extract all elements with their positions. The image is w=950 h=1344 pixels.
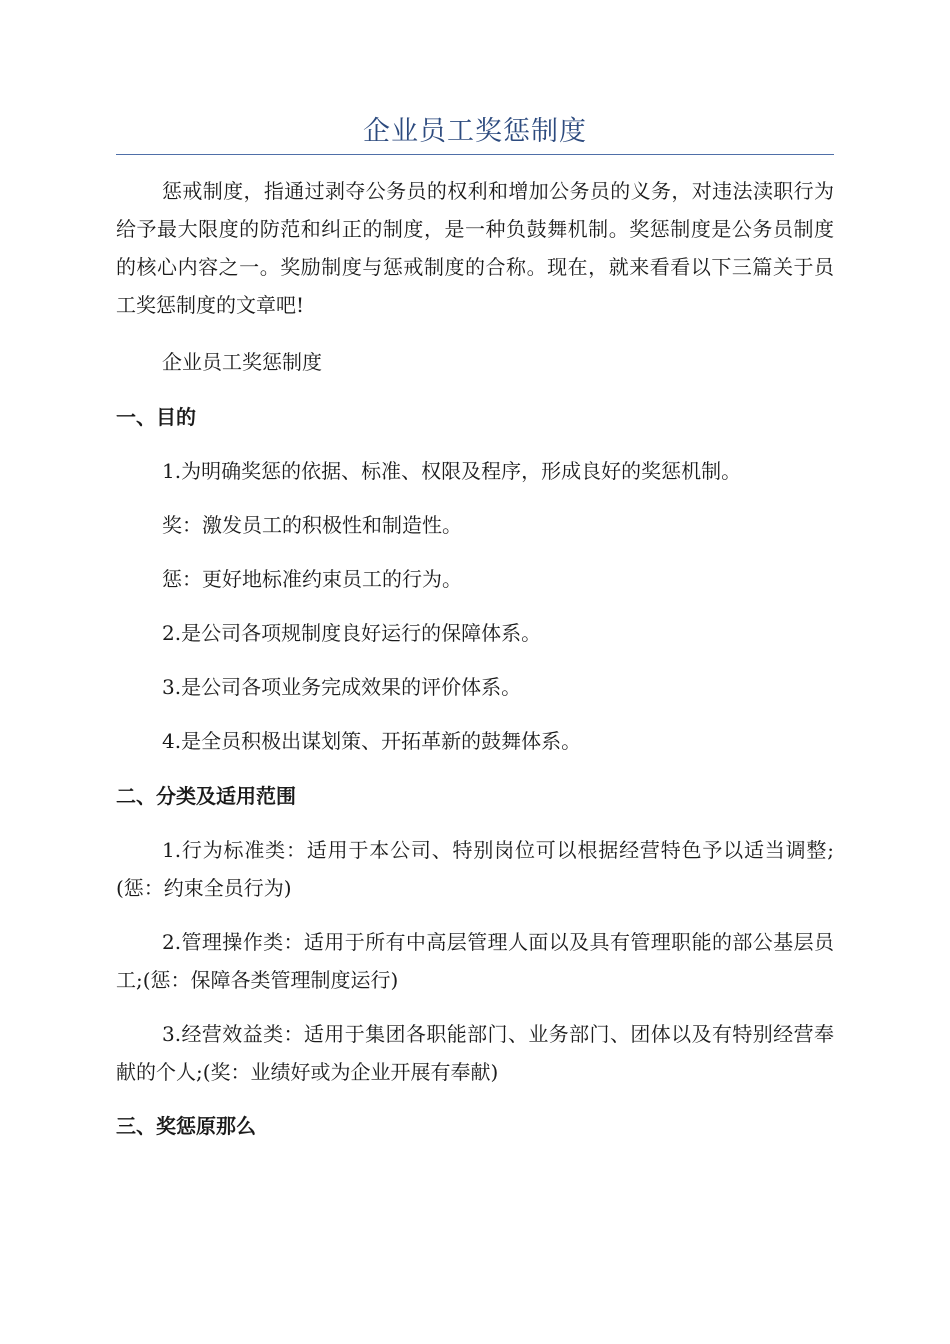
- title-underline: [116, 154, 834, 155]
- paragraph: 2.是公司各项规制度良好运行的保障体系。: [162, 621, 542, 645]
- paragraph: 3.经营效益类：适用于集团各职能部门、业务部门、团体以及有特别经营奉献的个人;(奖：业绩好或为企业开展有奉献): [116, 1022, 834, 1084]
- paragraph: 惩：更好地标准约束员工的行为。: [162, 567, 462, 591]
- paragraph: 1.行为标准类：适用于本公司、特别岗位可以根据经营特色予以适当调整;(惩：约束全员行为): [116, 838, 834, 900]
- paragraph: 1.为明确奖惩的依据、标准、权限及程序，形成良好的奖惩机制。: [162, 459, 742, 483]
- section-heading-scope: 二、分类及适用范围: [116, 784, 296, 808]
- section-heading-purpose: 一、目的: [116, 405, 196, 429]
- subtitle: 企业员工奖惩制度: [162, 350, 322, 374]
- document-title: 企业员工奖惩制度: [363, 116, 587, 147]
- paragraph: 3.是公司各项业务完成效果的评价体系。: [162, 675, 522, 699]
- paragraph: 2.管理操作类：适用于所有中高层管理人面以及具有管理职能的部公基层员工;(惩：保障各类管理制度运行): [116, 930, 834, 992]
- section-heading-principles: 三、奖惩原那么: [116, 1114, 256, 1138]
- paragraph: 4.是全员积极出谋划策、开拓革新的鼓舞体系。: [162, 729, 582, 753]
- paragraph: 奖：激发员工的积极性和制造性。: [162, 513, 462, 537]
- intro-paragraph: 惩戒制度，指通过剥夺公务员的权利和增加公务员的义务，对违法渎职行为给予最大限度的防范和纠正的制度，是一种负鼓舞机制。奖惩制度是公务员制度的核心内容之一。奖励制度与惩戒制度的合称。现在，就来看看以下三篇关于员工奖惩制度的文章吧!: [116, 179, 834, 317]
